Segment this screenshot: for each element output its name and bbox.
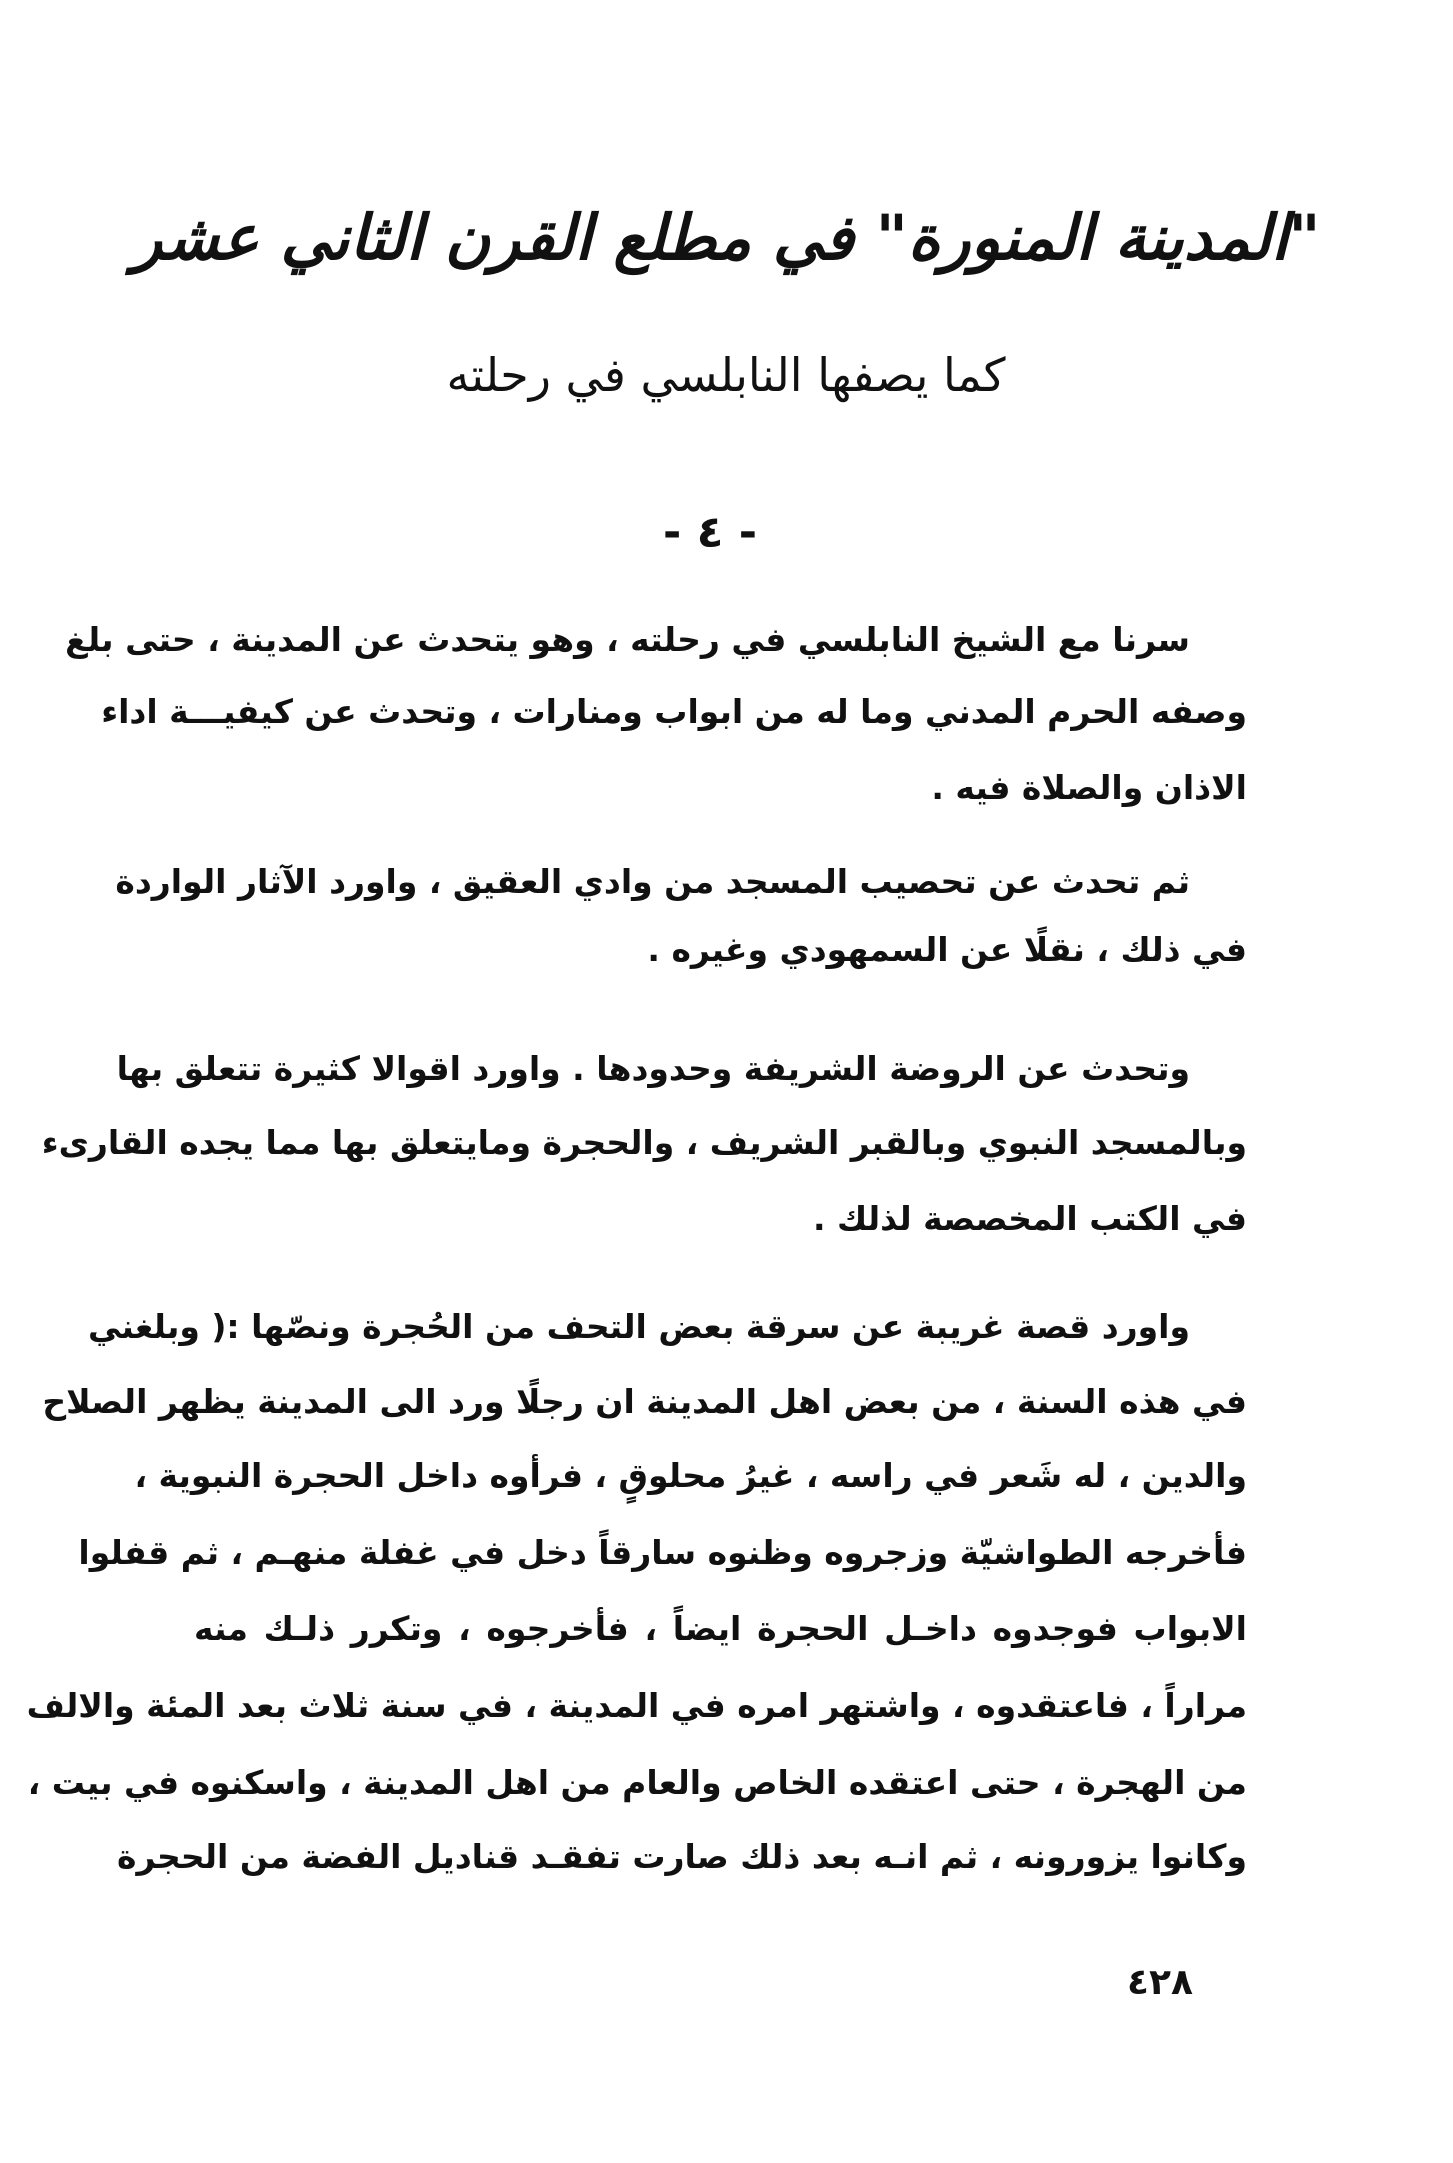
paragraph-3-line-3: في الكتب المخصصة لذلك . [812, 1199, 1247, 1238]
paragraph-4-line-8: وكانوا يزورونه ، ثم انـه بعد ذلك صارت تفقـد قناديل الفضة من الحجرة [117, 1837, 1247, 1876]
paragraph-2-line-1: ثم تحدث عن تحصيب المسجد من وادي العقيق ، واورد الآثار الواردة [115, 862, 1190, 901]
paragraph-3-line-2: وبالمسجد النبوي وبالقبر الشريف ، والحجرة ومايتعلق بها مما يجده القارىء [41, 1123, 1247, 1162]
page-number: ٤٢٨ [1127, 1962, 1193, 2003]
paragraph-4-line-5: الابواب فوجدوه داخـل الحجرة ايضاً ، فأخرجوه ، وتكرر ذلـك منه [194, 1609, 1247, 1648]
section-number: - ٤ - [662, 507, 758, 558]
page-title: "المدينة المنورة" في مطلع القرن الثاني عشر [132, 201, 1321, 274]
paragraph-4-line-7: من الهجرة ، حتى اعتقده الخاص والعام من اهل المدينة ، واسكنوه في بيت ، [27, 1763, 1247, 1802]
paragraph-4-line-6: مراراً ، فاعتقدوه ، واشتهر امره في المدينة ، في سنة ثلاث بعد المئة والالف [26, 1686, 1247, 1725]
paragraph-2-line-2: في ذلك ، نقلًا عن السمهودي وغيره . [647, 930, 1247, 969]
paragraph-3-line-1: وتحدث عن الروضة الشريفة وحدودها . واورد اقوالا كثيرة تتعلق بها [116, 1049, 1190, 1088]
paragraph-4-line-3: والدين ، له شَعر في راسه ، غيرُ محلوقٍ ، فرأوه داخل الحجرة النبوية ، [134, 1456, 1247, 1495]
paragraph-1-line-2: وصفه الحرم المدني وما له من ابواب ومنارات ، وتحدث عن كيفيـــة اداء [101, 692, 1247, 731]
paragraph-4-line-4: فأخرجه الطواشيّة وزجروه وظنوه سارقاً دخل في غفلة منهـم ، ثم قفلوا [78, 1533, 1247, 1572]
paragraph-4-line-1: واورد قصة غريبة عن سرقة بعض التحف من الحُجرة ونصّها :( وبلغني [87, 1307, 1190, 1346]
page-subtitle: كما يصفها النابلسي في رحلته [446, 348, 1006, 402]
paragraph-1-line-1: سرنا مع الشيخ النابلسي في رحلته ، وهو يتحدث عن المدينة ، حتى بلغ [65, 620, 1190, 659]
paragraph-1-line-3: الاذان والصلاة فيه . [931, 768, 1247, 807]
paragraph-4-line-2: في هذه السنة ، من بعض اهل المدينة ان رجلًا ورد الى المدينة يظهر الصلاح [42, 1382, 1247, 1421]
